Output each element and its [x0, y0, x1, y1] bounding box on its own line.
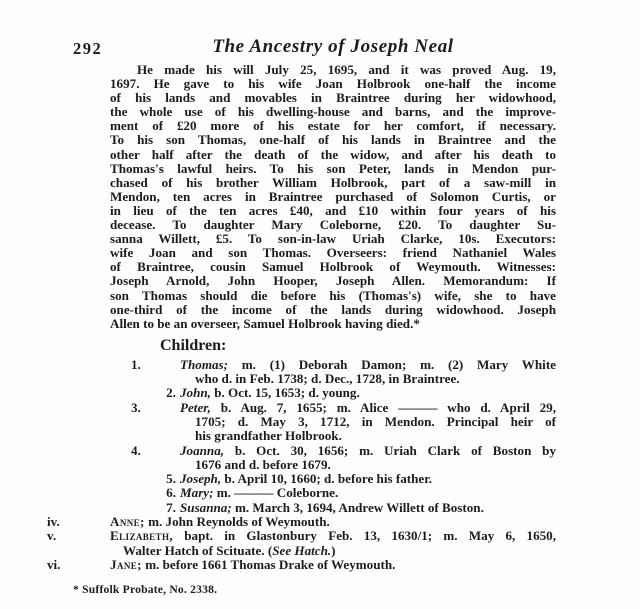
paragraph-line: Allen to be an overseer, Samuel Holbrook having died.* — [110, 315, 420, 331]
entry-line: 5. Joseph, b. April 10, 1660; d. before his father. — [195, 472, 556, 486]
child-number: 5. — [166, 471, 176, 487]
paragraph-line: To his son Thomas, one-half of his lands in Braintree and the — [110, 132, 556, 148]
child-entry — [110, 486, 556, 500]
child-name: Thomas; — [180, 356, 229, 372]
child-number: 6. — [166, 485, 176, 501]
paragraph-line: sanna Willett, £5. To son-in-law Uriah Clarke, 10s. Executors: — [110, 231, 556, 247]
child-name: Joanna, — [180, 442, 225, 458]
entry-line: vi. Jane; m. before 1661 Thomas Drake of Weymouth. — [47, 556, 396, 572]
paragraph-line: chased of his brother William Holbrook, part of a saw-mill in — [110, 174, 556, 190]
child-entry — [110, 501, 556, 515]
children-heading: Children: — [160, 336, 227, 354]
paragraph-line: of Braintree, cousin Samuel Holbrook of Weymouth. Witnesses: — [110, 259, 556, 275]
entry-line: v. Elizabeth, bapt. in Glastonbury Feb. 13, 1630/1; m. May 6, 1650, — [47, 528, 556, 544]
paragraph-line: one-third of the income of the lands during widowhood. Joseph — [110, 301, 556, 317]
footnote: * Suffolk Probate, No. 2338. — [73, 583, 218, 597]
entry-line: iv. Anne; m. John Reynolds of Weymouth. — [47, 514, 330, 530]
entry-line: 3. Peter, b. Aug. 7, 1655; m. Alice ——— who d. April 29, — [131, 399, 556, 415]
entry-line: 1. Thomas; m. (1) Deborah Damon; m. (2) Mary White — [131, 356, 556, 372]
child-entry — [110, 444, 556, 473]
sibling-entry — [47, 528, 556, 558]
paragraph-line: son Thomas should die before his (Thomas's) wife, she to have — [110, 287, 556, 303]
entry-line — [123, 544, 556, 558]
child-number: 3. — [131, 399, 141, 415]
text-segment: 1705; d. May 3, 1712, in Mendon. Principal heir of — [195, 413, 556, 429]
paragraph-line: 1697. He gave to his wife Joan Holbrook one-half the income — [110, 76, 556, 92]
paragraph-line: wife Joan and son Thomas. Overseers: friend Nathaniel Wales — [110, 245, 556, 261]
entry-line: 7. Susanna; m. March 3, 1694, Andrew Willett of Boston. — [195, 501, 556, 515]
paragraph-line: other half after the death of the widow, and after his death to — [110, 146, 556, 162]
entry-line: 2. John, b. Oct. 15, 1653; d. young. — [195, 386, 556, 400]
child-entry — [110, 472, 556, 486]
child-entry — [110, 386, 556, 400]
child-name: Joseph, — [180, 471, 222, 487]
body-column — [110, 63, 556, 515]
child-name: Peter, — [180, 399, 211, 415]
sibling-number: v. — [47, 528, 57, 544]
text-segment: who d. in Feb. 1738; d. Dec., 1728, in Braintree. — [195, 371, 460, 387]
sibling-number: iv. — [47, 514, 60, 530]
child-entry — [110, 358, 556, 387]
paragraph-line: the whole use of his dwelling-house and barns, and the improve- — [110, 104, 556, 120]
paragraph-line: Mendon, ten acres in Braintree purchased of Solomon Curtis, or — [110, 188, 556, 204]
page-header — [0, 36, 640, 60]
paragraph-line: in lieu of the ten acres £40, and £10 within four years of his — [110, 202, 556, 218]
child-name: John, — [180, 385, 211, 401]
child-entry — [110, 401, 556, 444]
sibling-name: Elizabeth, — [110, 528, 174, 544]
siblings-list — [47, 514, 556, 572]
text-segment: his grandfather Holbrook. — [195, 428, 342, 444]
sibling-entry — [47, 556, 556, 572]
child-number: 2. — [166, 385, 176, 401]
entry-line: 4. Joanna, b. Oct. 30, 1656; m. Uriah Clark of Boston by — [131, 442, 556, 458]
entry-line — [195, 372, 556, 386]
paragraph-line: decease. To daughter Mary Coleborne, £20. To daughter Su- — [110, 217, 556, 233]
sibling-entry — [47, 514, 556, 530]
sibling-number: vi. — [47, 556, 61, 572]
paragraph-line: of his lands and movables in Braintree during her widowhood, — [110, 90, 556, 106]
page-title: The Ancestry of Joseph Neal — [212, 36, 454, 57]
child-number: 4. — [131, 442, 141, 458]
child-name: Mary; — [180, 485, 214, 501]
page-number: 292 — [73, 39, 103, 58]
paragraph-line: He made his will July 25, 1695, and it was proved Aug. 19, — [137, 62, 556, 77]
entry-line — [195, 429, 556, 443]
paragraph-line: Thomas's lawful heirs. To his son Peter, lands in Mendon pur- — [110, 160, 556, 176]
child-number: 1. — [131, 356, 141, 372]
entry-line — [195, 458, 556, 472]
children-list — [110, 358, 556, 515]
entry-line — [195, 415, 556, 429]
entry-line: 6. Mary; m. ——— Coleborne. — [195, 486, 556, 500]
child-number: 7. — [166, 499, 176, 515]
child-name: Susanna; — [180, 499, 232, 515]
text-segment: ) — [331, 542, 336, 558]
sibling-name: Jane; — [110, 556, 142, 572]
italic-text: See Hatch. — [272, 542, 332, 558]
will-paragraph — [110, 63, 556, 331]
paragraph-line: Joseph Arnold, John Hooper, Joseph Allen. Memorandum: If — [110, 273, 556, 289]
paragraph-line: ment of £20 more of his estate for her comfort, if necessary. — [110, 118, 556, 134]
sibling-name: Anne; — [110, 514, 145, 530]
text-segment: Walter Hatch of Scituate. ( — [123, 542, 273, 558]
text-segment: 1676 and d. before 1679. — [195, 456, 331, 472]
